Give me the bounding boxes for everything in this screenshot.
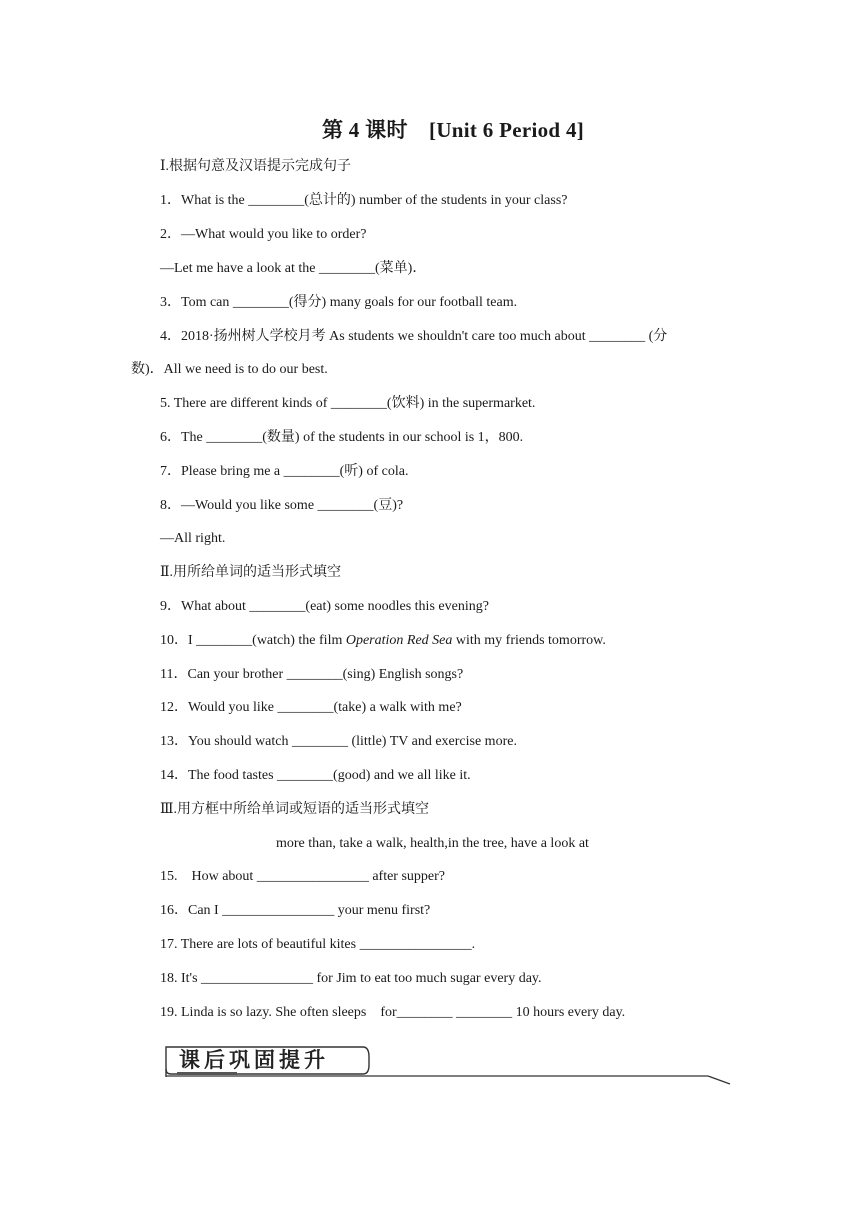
question-4-continued: 数)．All we need is to do our best. xyxy=(131,362,328,377)
film-title: Operation Red Sea xyxy=(345,633,453,648)
section-banner xyxy=(163,1041,733,1085)
question-14: 14．The food tastes ________(good) and we all like it. xyxy=(160,768,471,783)
question-18: 18. It's ________________ for Jim to eat too much sugar every day. xyxy=(160,971,542,986)
word-box: more than, take a walk, health,in the tree, have a look at xyxy=(276,836,589,851)
question-12: 12．Would you like ________(take) a walk with me? xyxy=(160,700,462,715)
question-8: 8．—Would you like some ________(豆)? xyxy=(160,498,404,513)
question-19: 19. Linda is so lazy. She often sleeps for________ ________ 10 hours every day. xyxy=(160,1005,626,1020)
question-11: 11．Can your brother ________(sing) English songs? xyxy=(160,667,464,682)
question-4: 4．2018·扬州树人学校月考 As students we shouldn't care too much about ________ (分 xyxy=(160,329,668,344)
question-16: 16．Can I ________________ your menu first? xyxy=(160,903,431,918)
question-5: 5. There are different kinds of ________(饮料) in the supermarket. xyxy=(160,396,536,411)
question-9: 9．What about ________(eat) some noodles this evening? xyxy=(160,599,489,614)
section-heading-3: Ⅲ.用方框中所给单词或短语的适当形式填空 xyxy=(160,802,429,817)
question-2-answer-line: —Let me have a look at the ________(菜单)． xyxy=(160,261,427,276)
question-15: 15. How about ________________ after supper? xyxy=(160,869,446,884)
question-8-answer-line: —All right. xyxy=(160,531,226,546)
question-1: 1．What is the ________(总计的) number of the students in your class? xyxy=(160,193,568,208)
section-heading-2: Ⅱ.用所给单词的适当形式填空 xyxy=(160,565,342,580)
question-3: 3．Tom can ________(得分) many goals for our football team. xyxy=(160,295,518,310)
question-10-end: with my friends tomorrow. xyxy=(452,633,606,648)
question-10 xyxy=(160,632,606,650)
question-7: 7．Please bring me a ________(听) of cola. xyxy=(160,464,409,479)
question-2: 2．—What would you like to order? xyxy=(160,227,367,242)
page-title: 第 4 课时 [Unit 6 Period 4] xyxy=(321,118,585,142)
question-6: 6．The ________(数量) of the students in our school is 1，800. xyxy=(160,430,524,445)
question-10-start: 10．I ________(watch) the film xyxy=(160,633,346,648)
question-13: 13．You should watch ________ (little) TV and exercise more. xyxy=(160,734,517,749)
banner-label: 课后巩固提升 xyxy=(179,1048,329,1072)
section-heading-1: Ⅰ.根据句意及汉语提示完成句子 xyxy=(160,159,352,174)
question-17: 17. There are lots of beautiful kites ________________. xyxy=(160,937,476,952)
